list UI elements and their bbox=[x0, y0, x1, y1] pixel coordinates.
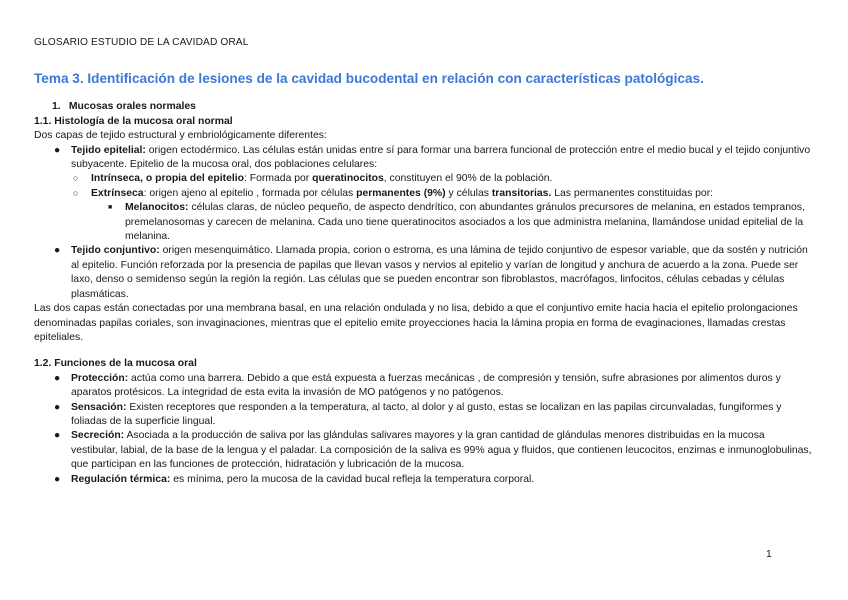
term: Protección: bbox=[71, 372, 129, 384]
definition: actúa como una barrera. Debido a que está expuesta a fuerzas mecánicas , de compresión y tensión, sufre abrasiones por alimentos duros y aparatos protésicos. La integridad de esta evita la invasión de MO patógenos y no patógenos. bbox=[71, 372, 781, 399]
document-header: GLOSARIO ESTUDIO DE LA CAVIDAD ORAL bbox=[34, 37, 249, 48]
square-bullet-icon: ■ bbox=[108, 204, 113, 212]
page-number: 1 bbox=[766, 549, 772, 560]
definition: Existen receptores que responden a la temperatura, al tacto, al dolor y al gusto, estas se localizan en las papilas circunvaladas, fungiformes y foliadas de la superficie lingual. bbox=[71, 401, 782, 427]
closing-paragraph: Las dos capas están conectadas por una membrana basal, en una relación ondulada y no lisa, debido a que el conjuntivo emite hacia hacia el epitelio prolongaciones denominadas papilas coriales, son invaginaciones, mientras que el epitelio emite proyecciones hacia la lámina propia en forma de evaginaciones, llamadas crestas epiteliales. bbox=[34, 303, 798, 343]
topic-title: Tema 3. Identificación de lesiones de la cavidad bucodental en relación con características patológicas. bbox=[34, 71, 704, 87]
term-highlight: permanentes (9%) bbox=[356, 187, 446, 199]
bullet-icon: ● bbox=[54, 372, 61, 384]
bullet-icon: ● bbox=[54, 473, 61, 485]
term: Regulación térmica: bbox=[71, 473, 171, 485]
section-1-heading bbox=[34, 100, 814, 114]
cell-population-list bbox=[71, 172, 814, 244]
definition: Asociada a la producción de saliva por las glándulas salivares mayores y la gran cantidad de glándulas menores distribuidas en la mucosa vestibular, labial, de la base de la lengua y el paladar. La composición de la saliva es 99% agua y fluidos, que contienen leucocitos, enzimas e inmunoglobulinas, que participan en las funciones de protección, hidratación y lubricación de la mucosa. bbox=[71, 430, 812, 471]
term: Tejido conjuntivo: bbox=[71, 245, 160, 257]
subsection-intro: Dos capas de tejido estructural y embriológicamente diferentes: bbox=[34, 130, 327, 142]
definition: Las permanentes constituidas por: bbox=[551, 187, 714, 199]
term: Sensación: bbox=[71, 401, 127, 413]
bullet-icon: ● bbox=[54, 401, 61, 413]
list-item-regulacion-termica bbox=[34, 473, 814, 487]
subsection-1-2-heading: 1.2. Funciones de la mucosa oral bbox=[34, 358, 197, 370]
list-item-intrinseca bbox=[71, 172, 814, 186]
term: Tejido epitelial: bbox=[71, 144, 146, 156]
list-item-proteccion bbox=[34, 372, 814, 401]
definition: : Formada por bbox=[244, 173, 313, 185]
bullet-icon: ● bbox=[54, 144, 61, 156]
section-number: 1. bbox=[52, 101, 61, 113]
definition: es mínima, pero la mucosa de la cavidad bucal refleja la temperatura corporal. bbox=[170, 473, 535, 485]
document-page bbox=[34, 36, 814, 487]
term: Secreción: bbox=[71, 430, 125, 442]
definition: y células bbox=[445, 187, 492, 199]
list-item-melanocitos bbox=[91, 201, 814, 244]
list-item-tejido-conjuntivo bbox=[34, 244, 814, 302]
permanent-cell-list bbox=[91, 201, 814, 244]
definition: : origen ajeno al epitelio , formada por células bbox=[143, 187, 357, 199]
bullet-icon: ● bbox=[54, 245, 61, 257]
term: Melanocitos: bbox=[125, 202, 189, 214]
definition: origen ectodérmico. Las células están unidas entre sí para formar una barrera funcional de protección entre el medio bucal y el tejido conjuntivo subyacente. Epitelio de la mucosa oral, dos poblaciones celulares: bbox=[71, 144, 811, 171]
term-highlight: queratinocitos bbox=[312, 173, 384, 185]
bullet-icon: ● bbox=[54, 430, 61, 442]
term: Intrínseca, o propia del epitelio bbox=[91, 173, 245, 185]
section-label: Mucosas orales normales bbox=[68, 101, 196, 113]
list-item-extrinseca bbox=[71, 187, 814, 245]
definition: células claras, de núcleo pequeño, de aspecto dendrítico, con abundantes gránulos precursores de melanina, en estados tempranos, premelanosomas y carecen de melanina. Cada uno tiene queratinocitos asociados a los que administra melanina, llamándose unidad epitelial de la melanina. bbox=[125, 202, 805, 243]
list-item-secrecion bbox=[34, 429, 814, 472]
tissue-list bbox=[34, 144, 814, 302]
term: Extrínseca bbox=[91, 187, 144, 199]
list-item-tejido-epitelial bbox=[34, 144, 814, 245]
definition: origen mesenquimático. Llamada propia, corion o estroma, es una lámina de tejido conjuntivo de espesor variable, que da sostén y nutrición al epitelio. Función reforzada por la presencia de papilas que llevan vasos y nervios al epitelio y varían de longitud y anchura de acuerdo a la zona. Puede ser laxo, denso o semidenso según la región la región. Las células que se pueden encontrar son fibroblastos, macrófagos, linfocitos, células cebadas y células plasmáticas. bbox=[71, 245, 808, 300]
definition: , constituyen el 90% de la población. bbox=[383, 173, 553, 185]
term-highlight: transitorias. bbox=[491, 187, 552, 199]
circle-bullet-icon: ○ bbox=[73, 187, 79, 198]
subsection-1-1-heading: 1.1. Histología de la mucosa oral normal bbox=[34, 115, 233, 127]
circle-bullet-icon: ○ bbox=[73, 173, 79, 184]
list-item-sensacion bbox=[34, 401, 814, 430]
functions-list bbox=[34, 372, 814, 487]
